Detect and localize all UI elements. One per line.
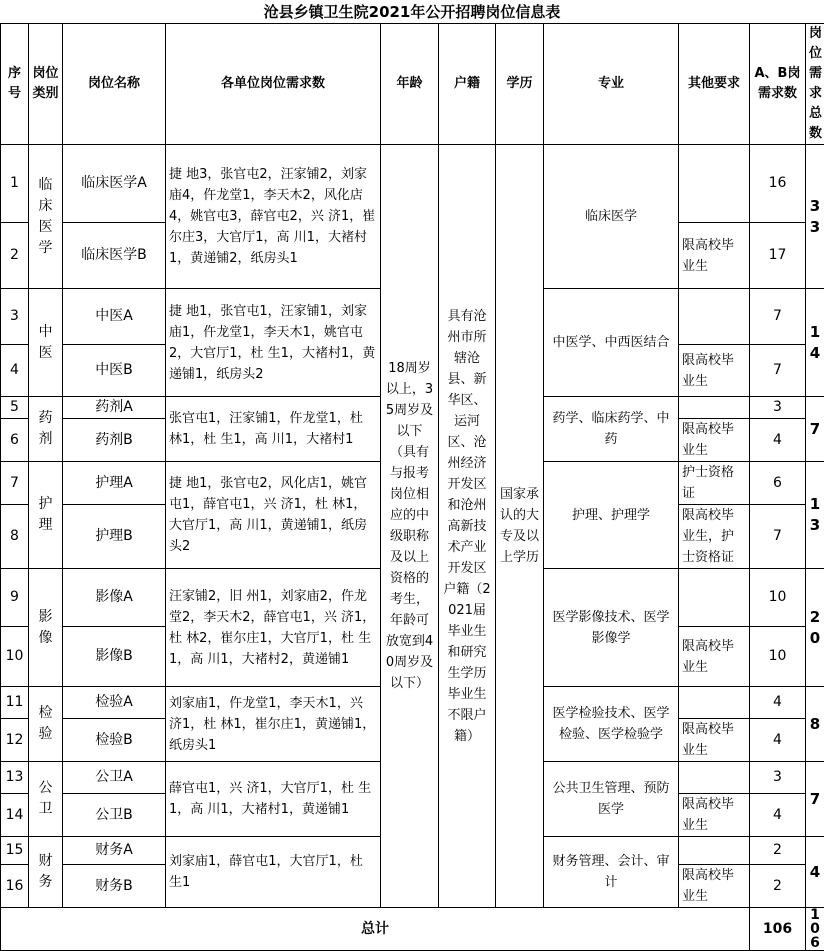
header-ab-demand: A、B岗需求数	[750, 24, 806, 145]
header-unit-demand: 各单位岗位需求数	[166, 24, 381, 145]
header-total-demand: 岗位需求总数	[806, 24, 824, 145]
post-name: 护理A	[63, 462, 166, 505]
ab-demand-count: 4	[750, 419, 806, 462]
ab-demand-count: 2	[750, 865, 806, 908]
post-category: 影像	[29, 569, 63, 687]
post-category: 护理	[29, 462, 63, 569]
header-row	[1, 24, 824, 145]
post-category: 检验	[29, 687, 63, 762]
unit-demand: 薛官屯1，兴 济1，大官厅1，杜 生1，高 川1，大褚村1，黄递铺1	[166, 762, 381, 837]
unit-demand: 刘家庙1，仵龙堂1，李天木1，兴 济1，杜 林1，崔尔庄1，黄递铺1，纸房头1	[166, 687, 381, 762]
age-requirement: 18周岁以上，35周岁及以下（具有与报考岗位相应的中级职称及以上资格的考生，年龄可放宽到40周岁及以下）	[381, 145, 439, 908]
row-number: 11	[1, 687, 29, 719]
major: 药学、临床药学、中药	[544, 397, 679, 462]
other-requirement: 限高校毕业生	[679, 719, 750, 762]
post-category: 临床医学	[29, 145, 63, 289]
row-number: 4	[1, 345, 29, 397]
total-demand-count: 33	[806, 145, 824, 289]
other-requirement: 限高校毕业生	[679, 865, 750, 908]
post-name: 药剂A	[63, 397, 166, 419]
row-number: 15	[1, 837, 29, 865]
other-requirement: 限高校毕业生，护士资格证	[679, 505, 750, 569]
table-title: 沧县乡镇卫生院2021年公开招聘岗位信息表	[0, 0, 824, 24]
row-number: 6	[1, 419, 29, 462]
ab-demand-count: 10	[750, 627, 806, 687]
post-name: 公卫A	[63, 762, 166, 794]
unit-demand: 张官屯1，汪家铺1，仵龙堂1，杜 林1，杜 生1，高 川1，大褚村1	[166, 397, 381, 462]
row-number: 5	[1, 397, 29, 419]
post-name: 护理B	[63, 505, 166, 569]
ab-demand-count: 2	[750, 837, 806, 865]
row-number: 8	[1, 505, 29, 569]
row-number: 10	[1, 627, 29, 687]
header-education: 学历	[496, 24, 544, 145]
row-number: 2	[1, 223, 29, 289]
major: 公共卫生管理、预防医学	[544, 762, 679, 837]
header-age: 年龄	[381, 24, 439, 145]
other-requirement	[679, 762, 750, 794]
row-number: 14	[1, 794, 29, 837]
post-name: 公卫B	[63, 794, 166, 837]
header-other: 其他要求	[679, 24, 750, 145]
post-name: 药剂B	[63, 419, 166, 462]
post-category: 财务	[29, 837, 63, 908]
total-label: 总计	[1, 908, 750, 951]
major: 护理、护理学	[544, 462, 679, 569]
other-requirement	[679, 145, 750, 223]
post-category: 中医	[29, 289, 63, 397]
post-name: 财务B	[63, 865, 166, 908]
post-name: 检验A	[63, 687, 166, 719]
other-requirement: 限高校毕业生	[679, 345, 750, 397]
post-name: 影像B	[63, 627, 166, 687]
grand-total: 106	[806, 908, 824, 951]
other-requirement	[679, 687, 750, 719]
total-demand-count: 8	[806, 687, 824, 762]
other-requirement	[679, 569, 750, 627]
ab-demand-count: 7	[750, 289, 806, 345]
post-name: 影像A	[63, 569, 166, 627]
post-name: 中医A	[63, 289, 166, 345]
header-no: 序号	[1, 24, 29, 145]
header-hukou: 户籍	[439, 24, 496, 145]
total-demand-count: 14	[806, 289, 824, 397]
post-name: 临床医学A	[63, 145, 166, 223]
total-row	[1, 908, 824, 951]
post-name: 检验B	[63, 719, 166, 762]
ab-demand-count: 4	[750, 719, 806, 762]
major: 医学检验技术、医学检验、医学检验学	[544, 687, 679, 762]
post-category: 药剂	[29, 397, 63, 462]
header-major: 专业	[544, 24, 679, 145]
other-requirement: 护士资格证	[679, 462, 750, 505]
row-number: 9	[1, 569, 29, 627]
other-requirement	[679, 397, 750, 419]
table-row	[1, 145, 824, 223]
post-category: 公卫	[29, 762, 63, 837]
row-number: 12	[1, 719, 29, 762]
ab-demand-count: 10	[750, 569, 806, 627]
major: 财务管理、会计、审计	[544, 837, 679, 908]
other-requirement: 限高校毕业生	[679, 627, 750, 687]
other-requirement: 限高校毕业生	[679, 794, 750, 837]
ab-demand-count: 4	[750, 687, 806, 719]
unit-demand: 刘家庙1，薛官屯1，大官厅1，杜 生1	[166, 837, 381, 908]
unit-demand: 捷 地3，张官屯2，汪家铺2，刘家庙4，仵龙堂1，李天木2，风化店4，姚官屯3，薛官屯2，兴 济1，崔尔庄3，大官厅1，高 川1，大褚村1，黄递铺2，纸房头1	[166, 145, 381, 289]
ab-demand-count: 3	[750, 397, 806, 419]
other-requirement	[679, 289, 750, 345]
ab-demand-count: 17	[750, 223, 806, 289]
hukou-requirement: 具有沧州市所辖沧县、新华区、运河区、沧州经济开发区和沧州高新技术产业开发区户籍（2021届毕业生和研究生学历毕业生不限户籍）	[439, 145, 496, 908]
ab-total: 106	[750, 908, 806, 951]
other-requirement	[679, 837, 750, 865]
row-number: 1	[1, 145, 29, 223]
post-name: 中医B	[63, 345, 166, 397]
major: 中医学、中西医结合	[544, 289, 679, 397]
header-category: 岗位类别	[29, 24, 63, 145]
ab-demand-count: 3	[750, 762, 806, 794]
ab-demand-count: 4	[750, 794, 806, 837]
total-demand-count: 7	[806, 762, 824, 837]
total-demand-count: 20	[806, 569, 824, 687]
education-requirement: 国家承认的大专及以上学历	[496, 145, 544, 908]
recruitment-table	[0, 23, 824, 951]
ab-demand-count: 6	[750, 462, 806, 505]
row-number: 16	[1, 865, 29, 908]
unit-demand: 汪家铺2，旧 州1，刘家庙2，仵龙堂2，李天木2，薛官屯1，兴 济1，杜 林2，崔尔庄1，大官厅1，杜 生1，高 川1，大褚村2，黄递铺1	[166, 569, 381, 687]
total-demand-count: 7	[806, 397, 824, 462]
unit-demand: 捷 地1，张官屯1，汪家铺1，刘家庙1，仵龙堂1，李天木1，姚官屯2，大官厅1，杜 生1，大褚村1，黄递铺1，纸房头2	[166, 289, 381, 397]
header-post-name: 岗位名称	[63, 24, 166, 145]
post-name: 财务A	[63, 837, 166, 865]
major: 临床医学	[544, 145, 679, 289]
other-requirement: 限高校毕业生	[679, 419, 750, 462]
post-name: 临床医学B	[63, 223, 166, 289]
other-requirement: 限高校毕业生	[679, 223, 750, 289]
row-number: 13	[1, 762, 29, 794]
total-demand-count: 4	[806, 837, 824, 908]
ab-demand-count: 16	[750, 145, 806, 223]
total-demand-count: 13	[806, 462, 824, 569]
row-number: 3	[1, 289, 29, 345]
unit-demand: 捷 地1，张官屯2，风化店1，姚官屯1，薛官屯1，兴 济1，杜 林1，大官厅1，高 川1，黄递铺1，纸房头2	[166, 462, 381, 569]
major: 医学影像技术、医学影像学	[544, 569, 679, 687]
ab-demand-count: 7	[750, 505, 806, 569]
ab-demand-count: 7	[750, 345, 806, 397]
row-number: 7	[1, 462, 29, 505]
